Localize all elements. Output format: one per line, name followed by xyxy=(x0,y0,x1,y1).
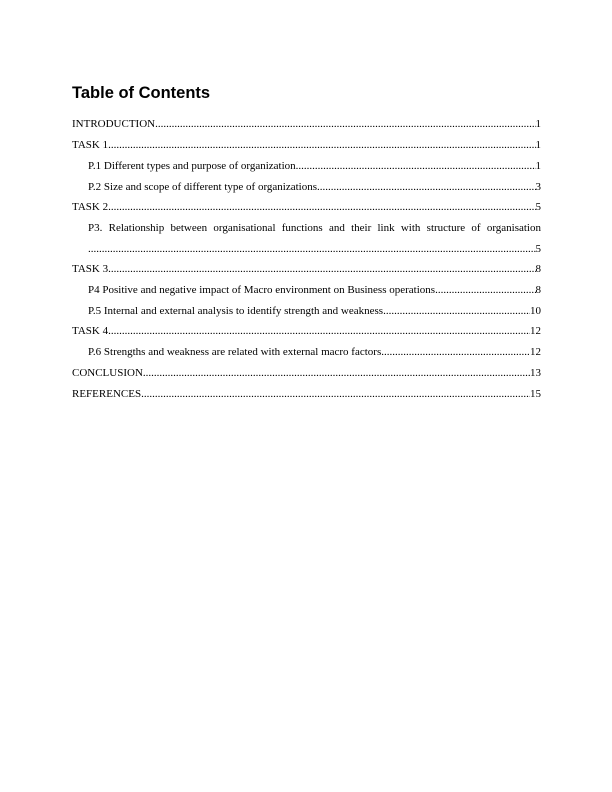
toc-entry-label: TASK 4 xyxy=(72,325,109,337)
toc-entry-page: 8 xyxy=(535,263,541,275)
toc-entry-page: 13 xyxy=(530,367,541,379)
dot-leader xyxy=(296,160,536,172)
toc-entry-label: INTRODUCTION xyxy=(72,118,156,130)
toc-entry-page: 1 xyxy=(535,139,541,151)
toc-entry-label: TASK 2 xyxy=(72,201,109,213)
dot-leader xyxy=(108,139,535,151)
toc-entry-references[interactable] xyxy=(72,388,541,402)
toc-entry-task-1[interactable] xyxy=(72,139,541,153)
toc-entry-label: TASK 1 xyxy=(72,139,109,151)
toc-entry-page: 1 xyxy=(535,118,541,130)
toc-entry-page: 3 xyxy=(535,181,541,193)
toc-entry-label: P.5 Internal and external analysis to identify strength and weakness xyxy=(88,305,384,317)
toc-entry-task-3[interactable] xyxy=(72,263,541,277)
toc-entry-page: 1 xyxy=(535,160,541,172)
toc-entry-page: 12 xyxy=(530,325,541,337)
toc-title: Table of Contents xyxy=(72,84,211,102)
toc-entry-p1[interactable] xyxy=(88,160,541,174)
dot-leader xyxy=(88,243,536,255)
dot-leader xyxy=(155,118,535,130)
toc-entry-p3-label[interactable]: P3. Relationship between organisational functions and their link with structure of organisation xyxy=(88,222,541,234)
toc-entry-task-2[interactable] xyxy=(72,201,541,215)
toc-entry-label: CONCLUSION xyxy=(72,367,143,379)
toc-entry-label: P4 Positive and negative impact of Macro environment on Business operations xyxy=(88,284,436,296)
dot-leader xyxy=(383,305,530,317)
toc-entry-p3[interactable] xyxy=(88,243,541,257)
dot-leader xyxy=(143,367,530,379)
toc-entry-label: P.2 Size and scope of different type of organizations xyxy=(88,181,318,193)
toc-entry-page: 8 xyxy=(535,284,541,296)
toc-entry-label: P.1 Different types and purpose of organization xyxy=(88,160,296,172)
toc-entry-page: 5 xyxy=(535,201,541,213)
dot-leader xyxy=(435,284,535,296)
toc-entry-task-4[interactable] xyxy=(72,325,541,339)
dot-leader xyxy=(108,201,535,213)
toc-entry-conclusion[interactable] xyxy=(72,367,541,381)
toc-entry-page: 5 xyxy=(535,243,541,255)
dot-leader xyxy=(381,346,530,358)
dot-leader xyxy=(317,181,535,193)
toc-entry-p4[interactable] xyxy=(88,284,541,298)
toc-entry-p5[interactable] xyxy=(88,305,541,319)
toc-entry-label: REFERENCES xyxy=(72,388,142,400)
toc-entry-introduction[interactable] xyxy=(72,118,541,132)
dot-leader xyxy=(108,263,535,275)
dot-leader xyxy=(141,388,530,400)
toc-entry-page: 12 xyxy=(530,346,541,358)
toc-entry-p6[interactable] xyxy=(88,346,541,360)
toc-entry-label: TASK 3 xyxy=(72,263,109,275)
toc-entry-label: P.6 Strengths and weakness are related with external macro factors xyxy=(88,346,382,358)
toc-entry-p2[interactable] xyxy=(88,181,541,195)
toc-entry-page: 10 xyxy=(530,305,541,317)
toc-entry-page: 15 xyxy=(530,388,541,400)
dot-leader xyxy=(108,325,530,337)
